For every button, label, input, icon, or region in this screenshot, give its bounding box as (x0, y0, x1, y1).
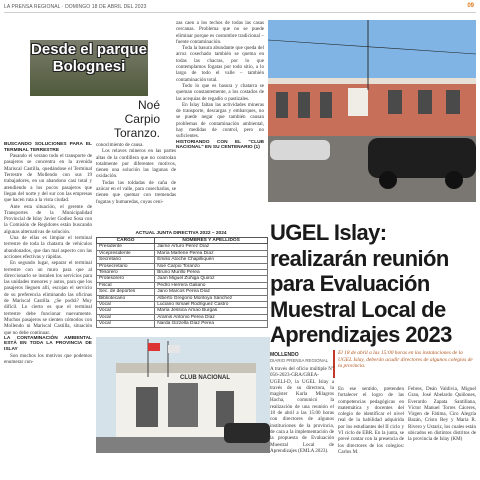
left-article-column-3 (176, 20, 264, 151)
header-divider (4, 12, 476, 13)
name-cell: Pedro Herrera Galiano (155, 282, 268, 288)
article-paragraph: Los relaves mineros en las partes altas de la cordillera que no controlan totalmente por diferentes motivos, tienen una solución las lagunas de oxidación. (96, 148, 176, 180)
cargo-cell: Sec. de deportes (97, 289, 155, 295)
name-cell: Juan Miguel Zúñiga Quiroz (155, 276, 268, 282)
table-row (97, 321, 268, 327)
club-nacional-photo (96, 337, 270, 453)
cargo-cell: Prosecretario (97, 263, 155, 269)
article-paragraph: zas caen a los techos de todas las casas cercanas. Problema que no se puede eliminar porque es costumbre tradicional – fuente contaminación. (176, 20, 264, 45)
author-last-name-2: Toranzo. (113, 126, 160, 140)
name-cell: Alberto Gregorio Montoya Sánchez (155, 295, 268, 301)
article-paragraph: Una de ellas es limpiar el terminal terrestre de toda la chatarra de vehículos abandonados, que dan mal aspecto con las acciones efectivas y rápidas. (4, 235, 92, 260)
cargo-cell: Vocal (97, 321, 155, 327)
article-paragraph: Pasando el verano todo el transporte de pasajeros se concentra en la avenida Mariscal Castilla, quedándose el Terminal Terrestre de Mollendo con sus 19 trabajadores, en un abandono casi total y atendiendo a los pocos pasajeros que llegan del norte y del sur con las empresas que hacen ruta a la vista ciudad. (4, 153, 92, 204)
table-header-cargo: CARGO (97, 238, 155, 244)
article-paragraph: conocimiento de causa. (96, 142, 144, 148)
board-directors-table (96, 237, 268, 328)
article-paragraph: Todo lo que es basura y chatarra se queman constantemente, a los costados de las acequias de regadío o pastizales. (176, 82, 264, 102)
name-cell: María Jessica Arnao Burgas (155, 308, 268, 314)
cargo-cell: Tesorero (97, 270, 155, 276)
article-paragraph: Ante esta situación, el gerente de Transportes de la Municipalidad Provincial de Islay Javier Godiez Sosa con la Comisión de Regidores están buscando algunas alternativas de solución. (4, 203, 92, 235)
article-paragraph: Toda la basura abundante que queda del arroz cosechado también se quema en todas las chacras, por lo que contemplamos fogatas por todo sitio, a lo largo de todo el valle – también contaminación total. (176, 45, 264, 83)
cargo-cell: Vocal (97, 314, 155, 320)
cargo-cell: Fiscal (97, 282, 155, 288)
author-last-name-1: Carpio (124, 112, 160, 126)
name-cell: Emilio Atoche Chapilliquén (155, 257, 268, 263)
dateline-location: MOLLENDO (270, 352, 299, 358)
page-header-date: LA PRENSA REGIONAL · DOMINGO 18 DE ABRIL DEL 2023 (4, 4, 147, 10)
table-header-names: NOMBRES Y APELLIDOS (155, 238, 268, 244)
name-cell: Narda Gizzella Díaz Perea (155, 321, 268, 327)
right-article-column-2: En ese sentido, pretenden fortalecer el logro de las competencias pedagógicas en matemática y docentes del colegio de identificar el nivel real de la habilidad adquirida por los estudiantes del II ciclo y VI ciclo de EBR. En la junta, se prevé contar con la presencia de los directores de los colegios: Carlos M. (338, 386, 404, 455)
left-article-column-1 (4, 142, 92, 365)
name-cell: Jaime Arturo Perez Díaz (155, 244, 268, 250)
section-subheading: LA CONTAMINACIÓN AMBIENTAL ESTÁ EN TODA LA PROVINCIA DE ISLAY (4, 335, 92, 352)
cargo-cell: Vocal (97, 302, 155, 308)
street-photo-illustration (268, 20, 476, 202)
cargo-cell: Secretario (97, 257, 155, 263)
article-lead-highlight: El 18 de abril a las 15:00 horas en las instalaciones de la UGEL Islay, deberán acudir directores de algunos colegios de la provincia. (338, 350, 473, 370)
cargo-cell: Protesorero (97, 276, 155, 282)
name-cell: Aramis Antonio Perea Díaz (155, 314, 268, 320)
name-cell: Noé Carpio Toranzo (155, 263, 268, 269)
page-number: 09 (467, 3, 474, 9)
right-article-column-1: A través del oficio múltiple N° 056-2023-GRA/GREA-UGELI-D, la UGEL Islay a través de su directora, la magíster Karla Milagros Hacha, comunicó la realización de una reunión el 18 de abril a las 15:00 horas con directores de algunos instituciones de la provincia, de cara a la implementación de la propuesta de Evaluación Muestral Local de Aprendizajes (EMLA 2023). (270, 366, 334, 454)
cargo-cell: Vocal (97, 308, 155, 314)
article-paragraph: Todas las toldadas de caña de azúcar en el valle, para cosecharlas, se tienen que quemar con tremendas fogatas y humaredas, cuyas ceni- (96, 179, 176, 205)
table-title: ACTUAL JUNTA DIRECTIVA 2022 – 2024 (135, 231, 227, 236)
author-byline (100, 98, 160, 140)
column-title: Desde el parque Bolognesi (31, 41, 147, 75)
cargo-cell: Vicepresidente (97, 250, 155, 256)
section-subheading: HISTORIANDO CON EL "CLUB NACIONAL" EN SU CENTENARIO (1) (176, 139, 264, 151)
name-cell: María Marlene Perea Díaz (155, 250, 268, 256)
cargo-cell: Presidente (97, 244, 155, 250)
dateline-source: DIARIO PRENSA REGIONAL (270, 358, 329, 363)
article-paragraph: En segundo lugar, separar el terminal terrestre con un muro para que al direccionarlo se instalen los servicios para las unidades menores y autos, para que los pasajeros lleguen allí, escojan el servicio de su preferencia eliminando las oficinas de Mariscal Castilla. ¿Se podrá? Muy difícil. Lo cierto es que el terminal terrestre debe funcionar nuevamente. Muchos pasajeros se sienten cómodos con Mollendo ni Mariscal Castilla, situación que no debe continuar. (4, 260, 92, 336)
author-first-name: Noé (137, 98, 160, 112)
cargo-cell: Bibliotecario (97, 295, 155, 301)
name-cell: Bruno Murillo Perea (155, 270, 268, 276)
right-article-column-3: Febres, Deán Valdivia, Miguel Grau, José Abelardo Quiñones, Everardo Zapata Santillana, Víctor Manuel Torres Cáceres, Virgen de Fátima, Ciro Alegría Bazán, Cristo Rey y María R. Rivero y Ustariz, los cuales están ubicados en distintos distritos de la provincia de Islay (KM) (408, 386, 476, 443)
name-cell: Luciano Ismael Rodríguez Castro (155, 302, 268, 308)
name-cell: Jano Marcos Perea Díaz (155, 289, 268, 295)
club-building-illustration (96, 337, 270, 453)
article-paragraph: En Islay faltan las actividades mineras de transporte, descargas y embarques, no se puede negar que también causan problemas de contaminación ambiental, hay medidas de control, pero no suficientes. (176, 101, 264, 140)
left-article-column-2 (96, 142, 176, 205)
club-sign: CLUB NACIONAL (180, 375, 230, 381)
section-subheading: BUSCANDO SOLUCIONES PARA EL TERMINAL TERRESTRE (4, 142, 92, 153)
street-photo (268, 20, 476, 202)
article-headline: UGEL Islay: realizarán reunión para Evaluación Muestral Local de Aprendizajes 2023 (270, 220, 452, 347)
article-paragraph: Son muchos los motivos que podemos enumerar con- (4, 352, 92, 365)
